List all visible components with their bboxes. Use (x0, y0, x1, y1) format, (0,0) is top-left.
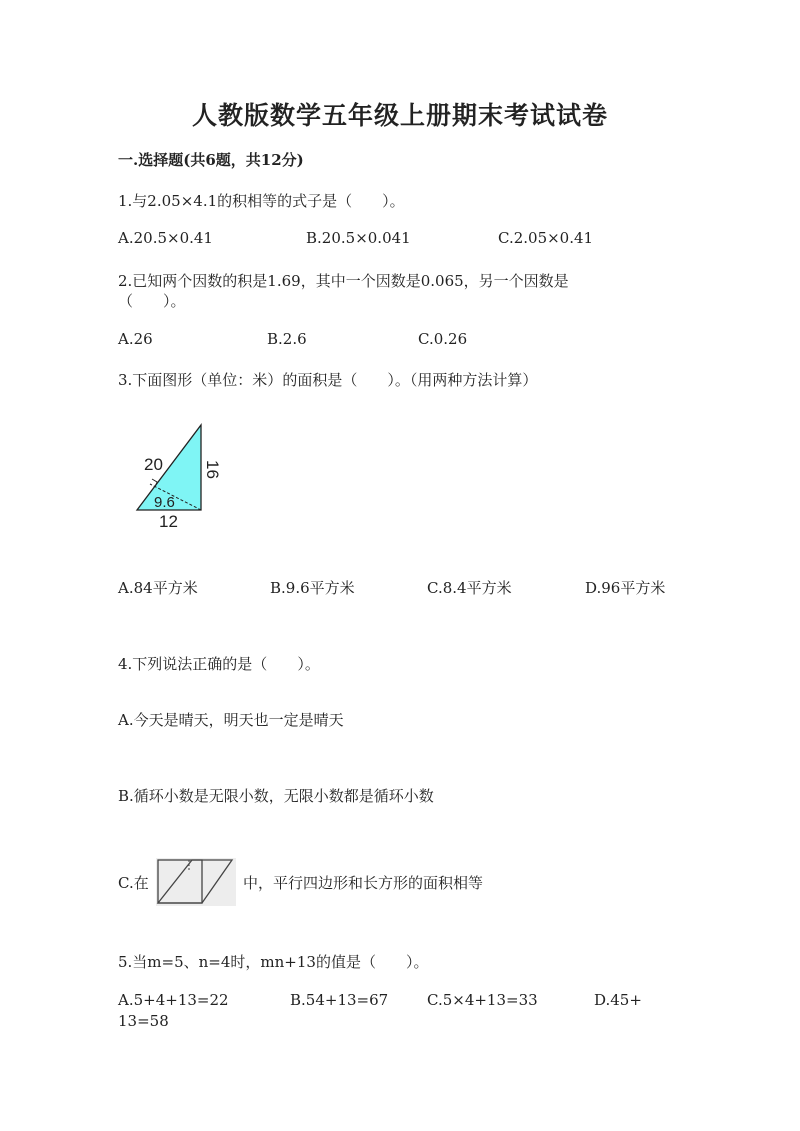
question-5-option-b: B.54+13=67 (290, 991, 389, 1009)
question-5-option-c: C.5×4+13=33 (427, 991, 538, 1009)
question-1-option-a: A.20.5×0.41 (118, 229, 213, 247)
section-heading: 一.选择题(共6题，共12分) (118, 151, 304, 169)
question-1-option-c: C.2.05×0.41 (498, 229, 594, 247)
question-2-option-c: C.0.26 (418, 330, 468, 348)
question-5-stem: 5.当m=5、n=4时，mn+13的值是（ ）。 (118, 953, 429, 971)
question-3-option-a: A.84平方米 (118, 579, 198, 597)
question-2-stem-line2: （ ）。 (118, 292, 186, 310)
question-4-option-b: B.循环小数是无限小数，无限小数都是循环小数 (118, 787, 434, 805)
question-1-option-b: B.20.5×0.041 (306, 229, 411, 247)
question-3-option-d: D.96平方米 (585, 579, 666, 597)
question-2-option-b: B.2.6 (267, 330, 307, 348)
label-altitude: 9.6 (154, 494, 175, 511)
label-height: 16 (203, 460, 222, 479)
question-2-option-a: A.26 (118, 330, 153, 348)
figure-background (156, 858, 236, 906)
question-3-option-c: C.8.4平方米 (427, 579, 512, 597)
question-1-stem: 1.与2.05×4.1的积相等的式子是（ ）。 (118, 192, 405, 210)
question-4-option-c-suffix: 中，平行四边形和长方形的面积相等 (243, 874, 484, 892)
question-5-option-d: D.45+ (594, 991, 642, 1009)
page-title: 人教版数学五年级上册期末考试试卷 (191, 101, 608, 130)
question-2-stem-line1: 2.已知两个因数的积是1.69，其中一个因数是0.065，另一个因数是 (118, 272, 569, 290)
label-base: 12 (159, 512, 178, 531)
question-3-stem: 3.下面图形（单位：米）的面积是（ ）。（用两种方法计算） (118, 371, 538, 389)
question-3-option-b: B.9.6平方米 (270, 579, 355, 597)
question-4-option-c-prefix: C.在 (118, 874, 149, 892)
parallelogram-rectangle-figure (156, 858, 236, 906)
question-4-option-a: A.今天是晴天，明天也一定是晴天 (118, 711, 344, 729)
question-5-option-a: A.5+4+13=22 (118, 991, 229, 1009)
question-4-stem: 4.下列说法正确的是（ ）。 (118, 655, 320, 673)
label-hypotenuse: 20 (144, 455, 163, 474)
question-5-option-d-continued: 13=58 (118, 1012, 169, 1030)
triangle-figure (125, 415, 235, 535)
